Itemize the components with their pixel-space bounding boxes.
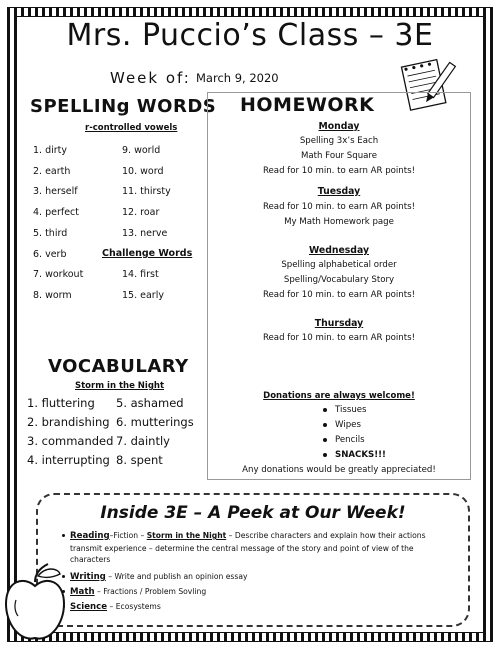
vocabulary-word: 7. daintly	[116, 434, 170, 448]
donation-label: SNACKS!!!	[335, 450, 386, 460]
vocabulary-word: 5. ashamed	[116, 396, 184, 410]
homework-day: Thursday	[314, 318, 364, 329]
homework-item: Read for 10 min. to earn AR points!	[262, 290, 416, 300]
spelling-word: 3. herself	[33, 186, 78, 197]
vocabulary-heading: VOCABULARY	[48, 356, 189, 377]
math-label: Math	[70, 587, 95, 597]
reading-text: – Describe characters and explain how their actions transmit experience – determine the central message of the story and point of view of the characters	[70, 531, 426, 564]
science-text: – Ecosystems	[109, 602, 161, 611]
spelling-word: 7. workout	[33, 269, 84, 280]
spelling-subheading: r-controlled vowels	[85, 123, 178, 133]
spelling-heading: SPELLINg WORDS	[30, 96, 217, 117]
homework-day: Tuesday	[317, 186, 361, 197]
peek-writing	[70, 571, 450, 584]
page-title: Mrs. Puccio’s Class – 3E	[66, 18, 434, 53]
vocabulary-subheading: Storm in the Night	[75, 381, 165, 391]
homework-item: Read for 10 min. to earn AR points!	[262, 333, 416, 343]
vocabulary-word: 6. mutterings	[116, 415, 194, 429]
vocabulary-word: 8. spent	[116, 453, 163, 467]
donation-item	[323, 405, 367, 415]
spelling-word: 13. nerve	[122, 228, 168, 239]
bullet-icon	[323, 438, 327, 442]
donations-heading: Donations are always welcome!	[263, 391, 415, 401]
homework-item: Spelling/Vocabulary Story	[283, 275, 395, 285]
spelling-word: 12. roar	[122, 207, 160, 218]
bullet-icon	[323, 408, 327, 412]
homework-item: Read for 10 min. to earn AR points!	[262, 166, 416, 176]
challenge-word: 14. first	[122, 269, 159, 280]
spelling-word: 4. perfect	[33, 207, 80, 218]
reading-label: Reading	[70, 531, 110, 541]
vocabulary-word: 2. brandishing	[27, 415, 110, 429]
peek-title: Inside 3E – A Peek at Our Week!	[100, 503, 406, 523]
vocabulary-word: 3. commanded	[27, 434, 114, 448]
spelling-word: 11. thirsty	[122, 186, 171, 197]
donation-label: Wipes	[335, 420, 361, 430]
vocabulary-word: 4. interrupting	[27, 453, 110, 467]
reading-story: Storm in the Night	[146, 531, 227, 540]
bullet-icon	[323, 423, 327, 427]
writing-label: Writing	[70, 572, 106, 582]
challenge-word: 15. early	[122, 290, 164, 301]
donation-label: Tissues	[335, 405, 367, 415]
bullet-icon	[323, 453, 327, 457]
writing-text: – Write and publish an opinion essay	[108, 572, 248, 581]
homework-item: My Math Homework page	[284, 217, 394, 227]
homework-heading: HOMEWORK	[240, 94, 375, 116]
peek-reading	[70, 530, 450, 566]
apple-icon	[2, 560, 68, 646]
donation-item	[323, 420, 361, 430]
donation-item	[323, 450, 386, 460]
challenge-words-label: Challenge Words	[102, 248, 193, 259]
peek-math	[70, 586, 450, 599]
week-date: March 9, 2020	[196, 71, 279, 85]
homework-item: Math Four Square	[300, 151, 378, 161]
bullet-icon	[62, 534, 65, 537]
reading-pre: –Fiction –	[109, 531, 147, 540]
homework-day: Wednesday	[308, 245, 370, 256]
vocabulary-word: 1. fluttering	[27, 396, 95, 410]
spelling-word: 9. world	[122, 145, 161, 156]
donation-item	[323, 435, 365, 445]
donations-footer: Any donations would be greatly appreciated!	[242, 465, 436, 475]
homework-item: Read for 10 min. to earn AR points!	[262, 202, 416, 212]
spelling-word: 5. third	[33, 228, 68, 239]
spelling-word: 8. worm	[33, 290, 72, 301]
math-text: – Fractions / Problem Sovling	[97, 587, 207, 596]
spelling-word: 6. verb	[33, 249, 67, 260]
spelling-word: 1. dirty	[33, 145, 68, 156]
homework-item: Spelling 3x’s Each	[299, 136, 379, 146]
donation-label: Pencils	[335, 435, 365, 445]
spelling-word: 10. word	[122, 166, 164, 177]
week-label: Week of:	[110, 69, 191, 87]
homework-day: Monday	[318, 121, 360, 132]
peek-science	[70, 601, 450, 614]
spelling-word: 2. earth	[33, 166, 71, 177]
homework-item: Spelling alphabetical order	[281, 260, 397, 270]
science-label: Science	[70, 602, 108, 612]
